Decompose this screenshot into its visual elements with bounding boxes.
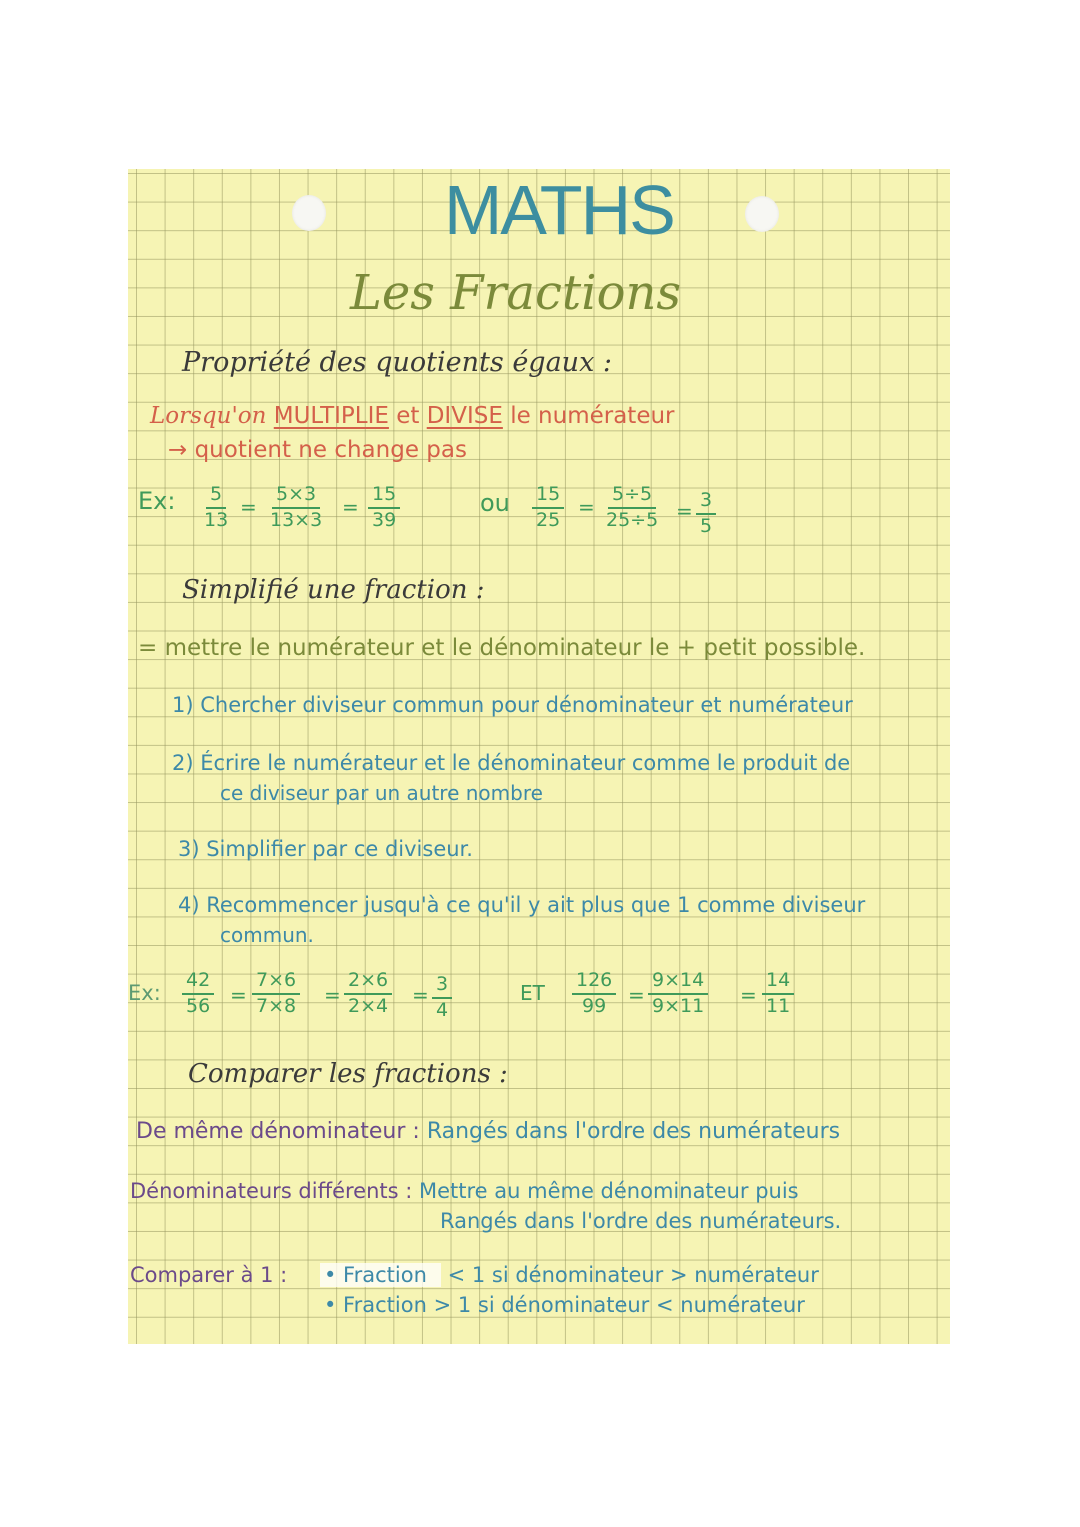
simplify-definition: = mettre le numérateur et le dénominateur le + petit possible. (138, 635, 866, 661)
equals-sign: = (578, 495, 595, 519)
compare-rule-less: < 1 si dénominateur > numérateur (447, 1263, 819, 1287)
fraction: $\frac{15}{39}$ (368, 485, 400, 531)
page-title: MATHS (444, 171, 674, 249)
rule-and: et (396, 403, 420, 429)
section-heading-compare: Comparer les fractions : (188, 1059, 508, 1089)
fraction: $\frac{126}{99}$ (572, 971, 616, 1017)
same-denominator-text: Rangés dans l'ordre des numérateurs (426, 1119, 841, 1144)
equals-sign: = (740, 983, 757, 1007)
fraction: $\frac{15}{25}$ (532, 485, 564, 531)
equals-sign: = (412, 983, 429, 1007)
fraction: $\frac{9\times 14}{9\times 11}$ (648, 971, 708, 1017)
different-denominator-row (130, 1181, 799, 1202)
step-3: 3) Simplifier par ce diviseur. (178, 837, 473, 861)
fraction: $\frac{5\div 5}{25\div 5}$ (606, 483, 659, 531)
equals-sign: = (324, 983, 341, 1007)
grid-paper-sheet (128, 169, 950, 1344)
different-denominator-text: Mettre au même dénominateur puis (419, 1179, 799, 1203)
example-label: Ex: (128, 981, 161, 1005)
section-heading-equal-quotients: Propriété des quotients égaux : (182, 347, 612, 378)
step-2-continued: ce diviseur par un autre nombre (220, 781, 543, 805)
compare-bullet-greater (324, 1295, 805, 1316)
rule-prefix: Lorsqu'on (150, 403, 267, 429)
different-denominator-text-continued: Rangés dans l'ordre des numérateurs. (440, 1209, 842, 1233)
same-denominator-row (136, 1121, 840, 1143)
fraction: $\frac{14}{11}$ (762, 971, 794, 1017)
punch-hole-right (745, 196, 779, 232)
fraction-highlight: • Fraction (320, 1263, 441, 1287)
equals-sign: = (628, 983, 645, 1007)
step-1: 1) Chercher diviseur commun pour dénominateur et numérateur (172, 693, 853, 717)
punch-hole-left (292, 195, 326, 231)
rule-consequence: → quotient ne change pas (168, 437, 467, 463)
compare-rule-greater: > 1 si dénominateur < numérateur (433, 1293, 805, 1317)
or-word: ou (480, 489, 510, 517)
fraction: $\frac{42}{56}$ (182, 971, 214, 1017)
fraction: $\frac{3}{5}$ (696, 491, 716, 537)
section-heading-simplify: Simplifié une fraction : (182, 575, 485, 605)
page-subtitle: Les Fractions (350, 265, 682, 321)
rule-divide: DIVISE (426, 403, 503, 429)
same-denominator-label: De même dénominateur : (136, 1119, 420, 1144)
step-4: 4) Recommencer jusqu'à ce qu'il y ait plus que 1 comme diviseur (178, 893, 866, 917)
step-2: 2) Écrire le numérateur et le dénominateur comme le produit de (172, 751, 851, 775)
rule-multiply: MULTIPLIE (273, 403, 389, 429)
fraction: $\frac{3}{4}$ (432, 975, 452, 1021)
fraction: $\frac{7\times 6}{7\times 8}$ (252, 971, 300, 1017)
and-word: ET (520, 981, 545, 1005)
compare-bullet-less (320, 1265, 819, 1286)
fraction: $\frac{5\times 3}{13\times 3}$ (270, 483, 323, 531)
compare-to-one-label: Comparer à 1 : (130, 1263, 288, 1287)
equals-sign: = (230, 983, 247, 1007)
step-4-continued: commun. (220, 923, 314, 947)
rule-suffix: le numérateur (510, 403, 675, 429)
fraction: $\frac{2\times 6}{2\times 4}$ (344, 971, 392, 1017)
fraction: $\frac{5}{13}$ (204, 483, 229, 531)
equals-sign: = (240, 495, 257, 519)
equals-sign: = (342, 495, 359, 519)
equals-sign: = (676, 499, 693, 523)
rule-text (150, 405, 675, 428)
example-label: Ex: (138, 487, 176, 515)
fraction-word: • Fraction (324, 1293, 427, 1317)
different-denominator-label: Dénominateurs différents : (130, 1179, 413, 1203)
